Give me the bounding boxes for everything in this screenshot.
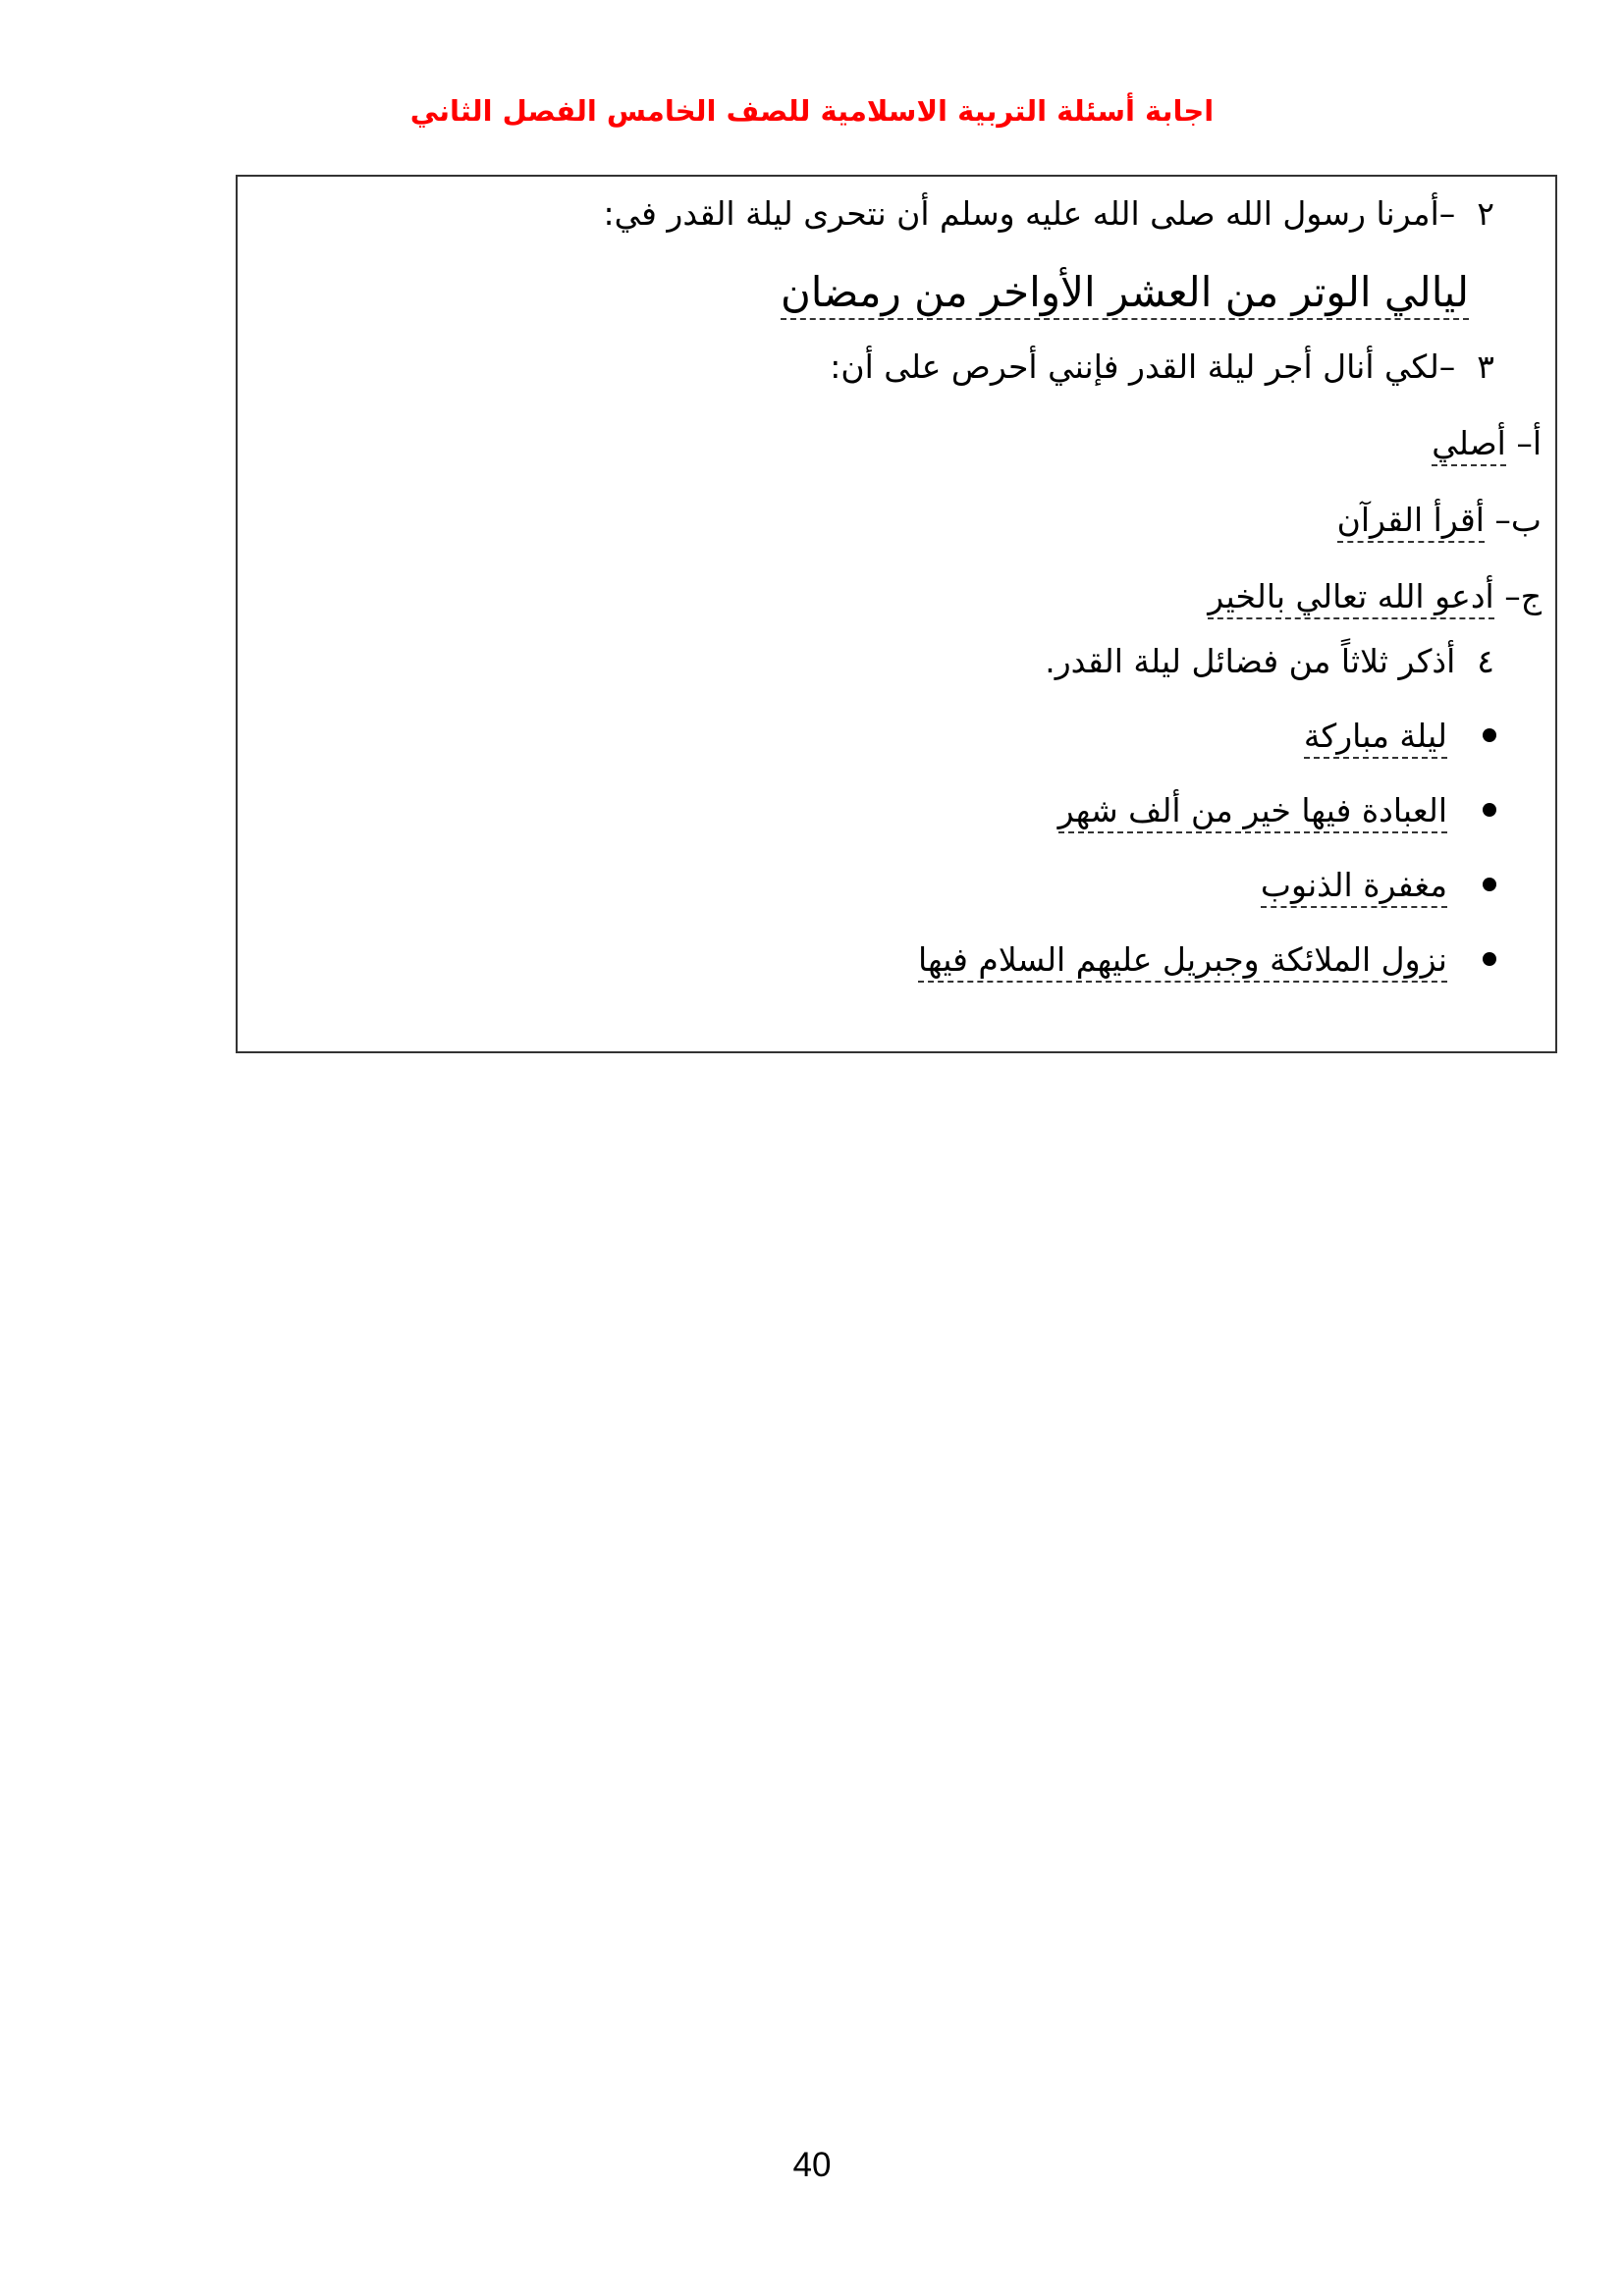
- question-3-item-b: [1337, 499, 1542, 542]
- answer-box: [236, 175, 1557, 1053]
- question-2: [604, 192, 1494, 236]
- bullet-icon: [1483, 803, 1496, 817]
- answer-text: مغفرة الذنوب: [1261, 866, 1447, 908]
- answer-text: نزول الملائكة وجبريل عليهم السلام فيها: [918, 940, 1447, 983]
- list-item: [1261, 864, 1447, 907]
- question-number: ٢: [1477, 194, 1494, 233]
- answer-text: أقرأ القرآن: [1337, 501, 1485, 543]
- question-3-item-c: [1208, 575, 1542, 618]
- bullet-icon: [1483, 878, 1496, 891]
- question-3-item-a: [1432, 422, 1542, 465]
- answer-text: العبادة فيها خير من ألف شهر: [1058, 791, 1447, 833]
- page-number: 40: [792, 2146, 832, 2184]
- question-prompt: –لكي أنال أجر ليلة القدر فإنني أحرص على أن:: [830, 347, 1456, 386]
- item-prefix: ب–: [1484, 501, 1542, 539]
- answer-text: أدعو الله تعالي بالخير: [1208, 577, 1493, 619]
- question-number: ٣: [1477, 347, 1494, 386]
- bullet-icon: [1483, 952, 1496, 966]
- list-item: [918, 938, 1447, 982]
- list-item: [1058, 789, 1447, 832]
- list-item: [1304, 715, 1447, 758]
- question-prompt: أذكر ثلاثاً من فضائل ليلة القدر.: [1045, 642, 1456, 680]
- page-title: اجابة أسئلة التربية الاسلامية للصف الخامس الفصل الثاني: [409, 94, 1215, 128]
- question-3: [830, 346, 1494, 389]
- answer-text: ليالي الوتر من العشر الأواخر من رمضان: [781, 268, 1469, 320]
- answer-text: ليلة مباركة: [1304, 717, 1447, 759]
- question-number: ٤: [1477, 642, 1494, 680]
- question-2-answer-line: [781, 265, 1469, 320]
- question-4: [1045, 640, 1494, 683]
- question-prompt: –أمرنا رسول الله صلى الله عليه وسلم أن نتحرى ليلة القدر في:: [603, 194, 1456, 233]
- answer-text: أصلي: [1432, 424, 1506, 466]
- item-prefix: أ–: [1505, 424, 1542, 462]
- bullet-icon: [1483, 728, 1496, 742]
- item-prefix: ج–: [1493, 577, 1542, 615]
